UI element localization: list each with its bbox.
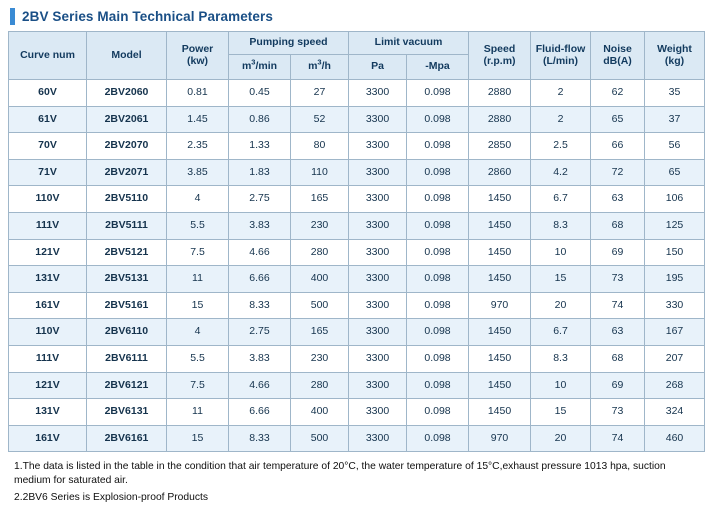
- cell-noise: 74: [591, 425, 645, 452]
- cell-speed: 1450: [469, 239, 531, 266]
- cell-limit-vacuum-pa: 3300: [349, 133, 407, 160]
- unit-m3-h: $m^3/h$: [308, 57, 331, 73]
- cell-limit-vacuum-mpa: 0.098: [407, 106, 469, 133]
- cell-limit-vacuum-pa: 3300: [349, 345, 407, 372]
- cell-weight: 150: [645, 239, 705, 266]
- cell-pumping-speed-m3h: 230: [291, 212, 349, 239]
- cell-curve-num: 161V: [9, 425, 87, 452]
- cell-noise: 69: [591, 372, 645, 399]
- cell-power: 15: [167, 292, 229, 319]
- cell-model: 2BV6121: [87, 372, 167, 399]
- col-header-speed-label: Speed: [483, 42, 516, 55]
- cell-pumping-speed-m3min: 1.33: [229, 133, 291, 160]
- cell-limit-vacuum-mpa: 0.098: [407, 399, 469, 426]
- cell-pumping-speed-m3h: 165: [291, 319, 349, 346]
- note-2: 2.2BV6 Series is Explosion-proof Products: [14, 492, 209, 504]
- table-row: [9, 106, 705, 133]
- col-header-model: Model: [87, 32, 167, 80]
- cell-speed: 1450: [469, 186, 531, 213]
- table-header: [9, 32, 705, 80]
- col-header-mpa: -Mpa: [407, 55, 469, 80]
- table-row: [9, 372, 705, 399]
- page-title: [10, 8, 704, 25]
- cell-weight: 106: [645, 186, 705, 213]
- cell-limit-vacuum-mpa: 0.098: [407, 266, 469, 293]
- table-row: [9, 266, 705, 293]
- col-header-limit-vacuum: Limit vacuum: [349, 32, 469, 55]
- col-header-speed: [469, 32, 531, 80]
- cell-model: 2BV6111: [87, 345, 167, 372]
- cell-fluid-flow: 2: [531, 106, 591, 133]
- cell-model: 2BV2060: [87, 80, 167, 107]
- cell-weight: 65: [645, 159, 705, 186]
- table-row: [9, 345, 705, 372]
- table-row: [9, 186, 705, 213]
- cell-model: 2BV2071: [87, 159, 167, 186]
- cell-pumping-speed-m3h: 52: [291, 106, 349, 133]
- cell-pumping-speed-m3h: 400: [291, 266, 349, 293]
- cell-noise: 73: [591, 399, 645, 426]
- page-title-text: 2BV Series Main Technical Parameters: [22, 9, 273, 24]
- col-header-pa: Pa: [349, 55, 407, 80]
- cell-curve-num: 131V: [9, 399, 87, 426]
- cell-noise: 74: [591, 292, 645, 319]
- cell-power: 5.5: [167, 212, 229, 239]
- cell-model: 2BV2070: [87, 133, 167, 160]
- cell-weight: 56: [645, 133, 705, 160]
- cell-curve-num: 121V: [9, 239, 87, 266]
- cell-pumping-speed-m3h: 165: [291, 186, 349, 213]
- cell-limit-vacuum-mpa: 0.098: [407, 212, 469, 239]
- cell-speed: 1450: [469, 266, 531, 293]
- cell-pumping-speed-m3min: 4.66: [229, 239, 291, 266]
- cell-limit-vacuum-mpa: 0.098: [407, 239, 469, 266]
- cell-pumping-speed-m3min: 6.66: [229, 399, 291, 426]
- cell-weight: 460: [645, 425, 705, 452]
- cell-limit-vacuum-pa: 3300: [349, 186, 407, 213]
- cell-limit-vacuum-mpa: 0.098: [407, 372, 469, 399]
- cell-limit-vacuum-pa: 3300: [349, 239, 407, 266]
- col-header-weight-label: Weight: [657, 42, 692, 55]
- cell-curve-num: 71V: [9, 159, 87, 186]
- col-header-noise: [591, 32, 645, 80]
- cell-limit-vacuum-mpa: 0.098: [407, 80, 469, 107]
- col-header-weight: [645, 32, 705, 80]
- cell-pumping-speed-m3h: 80: [291, 133, 349, 160]
- cell-limit-vacuum-mpa: 0.098: [407, 319, 469, 346]
- col-header-fluid-flow: [531, 32, 591, 80]
- note-1: 1.The data is listed in the table in the condition that air temperature of 20°C, the water temperature of 15°C,exhaust pressure 1013 hpa, suction medium for saturated air.: [14, 461, 666, 487]
- cell-curve-num: 111V: [9, 212, 87, 239]
- cell-curve-num: 131V: [9, 266, 87, 293]
- cell-model: 2BV5121: [87, 239, 167, 266]
- cell-limit-vacuum-pa: 3300: [349, 106, 407, 133]
- table-row: [9, 133, 705, 160]
- notes-section: [14, 460, 700, 505]
- cell-curve-num: 111V: [9, 345, 87, 372]
- cell-limit-vacuum-pa: 3300: [349, 319, 407, 346]
- cell-noise: 69: [591, 239, 645, 266]
- cell-noise: 63: [591, 186, 645, 213]
- cell-pumping-speed-m3min: 2.75: [229, 186, 291, 213]
- title-accent-bar: [10, 8, 15, 25]
- cell-pumping-speed-m3min: 0.86: [229, 106, 291, 133]
- technical-parameters-table: [8, 31, 705, 452]
- cell-curve-num: 121V: [9, 372, 87, 399]
- cell-model: 2BV5111: [87, 212, 167, 239]
- cell-power: 0.81: [167, 80, 229, 107]
- cell-limit-vacuum-pa: 3300: [349, 425, 407, 452]
- cell-noise: 72: [591, 159, 645, 186]
- cell-limit-vacuum-pa: 3300: [349, 292, 407, 319]
- cell-power: 15: [167, 425, 229, 452]
- cell-noise: 73: [591, 266, 645, 293]
- col-header-m3-min: [229, 55, 291, 80]
- cell-power: 11: [167, 266, 229, 293]
- cell-model: 2BV5161: [87, 292, 167, 319]
- col-header-noise-unit: dB(A): [603, 54, 632, 67]
- col-header-weight-unit: (kg): [664, 54, 685, 67]
- cell-pumping-speed-m3h: 27: [291, 80, 349, 107]
- cell-limit-vacuum-pa: 3300: [349, 212, 407, 239]
- cell-power: 2.35: [167, 133, 229, 160]
- cell-model: 2BV6161: [87, 425, 167, 452]
- cell-power: 4: [167, 319, 229, 346]
- cell-pumping-speed-m3h: 400: [291, 399, 349, 426]
- cell-power: 7.5: [167, 372, 229, 399]
- table-row: [9, 292, 705, 319]
- cell-limit-vacuum-pa: 3300: [349, 80, 407, 107]
- cell-limit-vacuum-mpa: 0.098: [407, 186, 469, 213]
- table-body: [9, 80, 705, 452]
- table-row: [9, 80, 705, 107]
- cell-pumping-speed-m3min: 4.66: [229, 372, 291, 399]
- cell-pumping-speed-m3min: 1.83: [229, 159, 291, 186]
- cell-speed: 1450: [469, 319, 531, 346]
- cell-speed: 970: [469, 425, 531, 452]
- cell-weight: 330: [645, 292, 705, 319]
- col-header-curve-num: Curve num: [9, 32, 87, 80]
- cell-pumping-speed-m3h: 230: [291, 345, 349, 372]
- cell-power: 7.5: [167, 239, 229, 266]
- cell-model: 2BV2061: [87, 106, 167, 133]
- cell-pumping-speed-m3min: 2.75: [229, 319, 291, 346]
- cell-weight: 268: [645, 372, 705, 399]
- cell-model: 2BV6131: [87, 399, 167, 426]
- cell-weight: 167: [645, 319, 705, 346]
- cell-model: 2BV5110: [87, 186, 167, 213]
- cell-fluid-flow: 2.5: [531, 133, 591, 160]
- cell-pumping-speed-m3h: 280: [291, 372, 349, 399]
- cell-limit-vacuum-pa: 3300: [349, 372, 407, 399]
- cell-speed: 970: [469, 292, 531, 319]
- cell-limit-vacuum-mpa: 0.098: [407, 133, 469, 160]
- cell-noise: 62: [591, 80, 645, 107]
- col-header-power-label: Power: [181, 42, 214, 55]
- col-header-m3-h: [291, 55, 349, 80]
- col-header-speed-unit: (r.p.m): [483, 54, 516, 67]
- cell-speed: 2850: [469, 133, 531, 160]
- header-row-main: [9, 32, 705, 55]
- cell-pumping-speed-m3h: 500: [291, 425, 349, 452]
- cell-weight: 324: [645, 399, 705, 426]
- cell-pumping-speed-m3min: 3.83: [229, 212, 291, 239]
- cell-limit-vacuum-pa: 3300: [349, 399, 407, 426]
- cell-noise: 63: [591, 319, 645, 346]
- cell-fluid-flow: 15: [531, 399, 591, 426]
- cell-model: 2BV5131: [87, 266, 167, 293]
- cell-speed: 1450: [469, 372, 531, 399]
- cell-fluid-flow: 20: [531, 292, 591, 319]
- col-header-noise-label: Noise: [603, 42, 632, 55]
- cell-curve-num: 161V: [9, 292, 87, 319]
- cell-fluid-flow: 10: [531, 372, 591, 399]
- cell-noise: 68: [591, 345, 645, 372]
- table-row: [9, 212, 705, 239]
- cell-limit-vacuum-mpa: 0.098: [407, 292, 469, 319]
- cell-speed: 1450: [469, 212, 531, 239]
- cell-weight: 195: [645, 266, 705, 293]
- col-header-fluid-flow-unit: (L/min): [543, 54, 578, 67]
- table-row: [9, 319, 705, 346]
- col-header-pumping-speed: Pumping speed: [229, 32, 349, 55]
- cell-limit-vacuum-pa: 3300: [349, 266, 407, 293]
- cell-fluid-flow: 6.7: [531, 319, 591, 346]
- cell-speed: 1450: [469, 345, 531, 372]
- cell-fluid-flow: 4.2: [531, 159, 591, 186]
- cell-weight: 35: [645, 80, 705, 107]
- cell-noise: 66: [591, 133, 645, 160]
- cell-curve-num: 61V: [9, 106, 87, 133]
- table-row: [9, 425, 705, 452]
- unit-m3-min: $m^3/\min$: [241, 57, 278, 73]
- cell-power: 11: [167, 399, 229, 426]
- cell-pumping-speed-m3min: 3.83: [229, 345, 291, 372]
- cell-speed: 1450: [469, 399, 531, 426]
- cell-curve-num: 110V: [9, 186, 87, 213]
- cell-speed: 2880: [469, 106, 531, 133]
- cell-weight: 207: [645, 345, 705, 372]
- cell-weight: 37: [645, 106, 705, 133]
- cell-fluid-flow: 20: [531, 425, 591, 452]
- cell-speed: 2860: [469, 159, 531, 186]
- table-row: [9, 239, 705, 266]
- cell-power: 4: [167, 186, 229, 213]
- cell-noise: 65: [591, 106, 645, 133]
- cell-limit-vacuum-mpa: 0.098: [407, 159, 469, 186]
- cell-weight: 125: [645, 212, 705, 239]
- cell-limit-vacuum-mpa: 0.098: [407, 425, 469, 452]
- cell-pumping-speed-m3min: 8.33: [229, 292, 291, 319]
- cell-pumping-speed-m3h: 500: [291, 292, 349, 319]
- cell-fluid-flow: 2: [531, 80, 591, 107]
- col-header-power-unit: (kw): [187, 54, 208, 67]
- cell-pumping-speed-m3h: 280: [291, 239, 349, 266]
- cell-pumping-speed-m3min: 0.45: [229, 80, 291, 107]
- cell-fluid-flow: 8.3: [531, 345, 591, 372]
- cell-power: 5.5: [167, 345, 229, 372]
- cell-noise: 68: [591, 212, 645, 239]
- cell-fluid-flow: 15: [531, 266, 591, 293]
- cell-speed: 2880: [469, 80, 531, 107]
- cell-curve-num: 60V: [9, 80, 87, 107]
- cell-curve-num: 70V: [9, 133, 87, 160]
- cell-power: 1.45: [167, 106, 229, 133]
- col-header-fluid-flow-label: Fluid-flow: [535, 42, 586, 55]
- cell-pumping-speed-m3min: 8.33: [229, 425, 291, 452]
- cell-fluid-flow: 6.7: [531, 186, 591, 213]
- cell-pumping-speed-m3min: 6.66: [229, 266, 291, 293]
- cell-model: 2BV6110: [87, 319, 167, 346]
- cell-power: 3.85: [167, 159, 229, 186]
- col-header-power: [167, 32, 229, 80]
- cell-limit-vacuum-pa: 3300: [349, 159, 407, 186]
- table-row: [9, 399, 705, 426]
- cell-fluid-flow: 8.3: [531, 212, 591, 239]
- cell-pumping-speed-m3h: 110: [291, 159, 349, 186]
- cell-limit-vacuum-mpa: 0.098: [407, 345, 469, 372]
- table-row: [9, 159, 705, 186]
- cell-fluid-flow: 10: [531, 239, 591, 266]
- cell-curve-num: 110V: [9, 319, 87, 346]
